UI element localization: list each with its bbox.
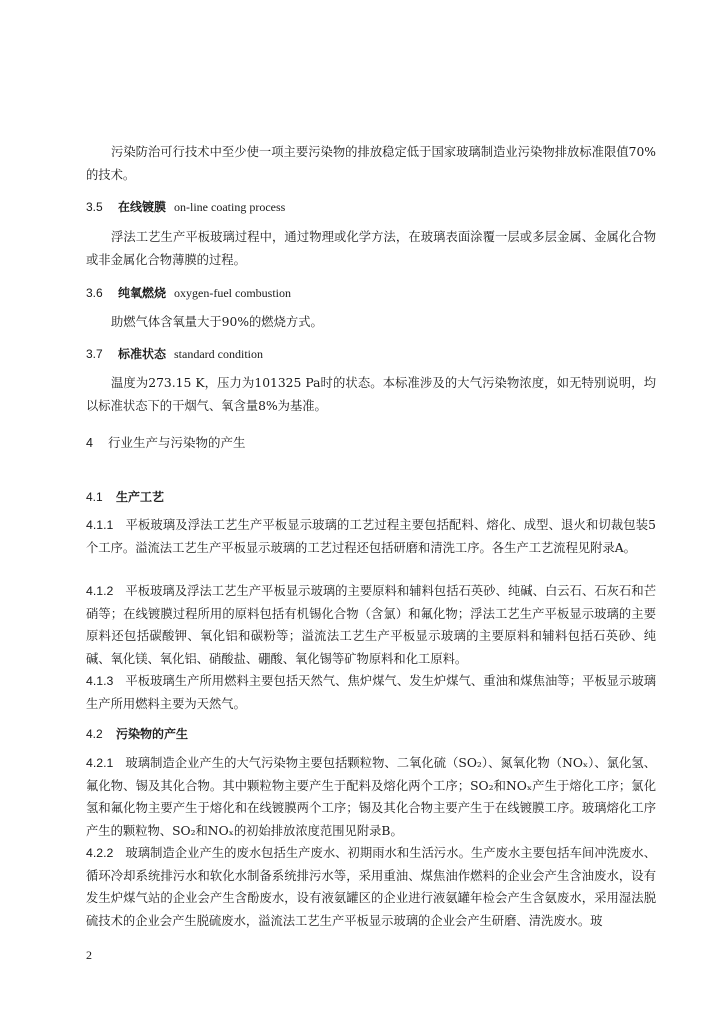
paragraph-4-2-2 — [86, 842, 656, 932]
section-3-7-heading — [86, 345, 263, 362]
section-number: 4.2 — [86, 727, 103, 741]
clause-number: 4.1.3 — [86, 674, 114, 688]
clause-number: 4.2.1 — [86, 756, 114, 770]
clause-number: 4.1.2 — [86, 584, 114, 598]
paragraph-3-7: 温度为273.15 K，压力为101325 Pa时的状态。本标准涉及的大气污染物浓度，如无特别说明，均以标准状态下的干烟气、氧含量8%为基准。 — [86, 376, 656, 413]
section-title-zh: 纯氧燃烧 — [118, 286, 167, 300]
section-title-zh: 标准状态 — [118, 347, 167, 361]
section-3-5-heading — [86, 198, 285, 215]
chapter-number: 4 — [86, 436, 93, 450]
section-number: 4.1 — [86, 490, 103, 504]
section-number: 3.7 — [86, 347, 103, 361]
clause-text: 平板玻璃及浮法工艺生产平板显示玻璃的工艺过程主要包括配料、熔化、成型、退火和切裁包装5个工序。溢流法工艺生产平板显示玻璃的工艺过程还包括研磨和清洗工序。各生产工艺流程见附录A。 — [86, 518, 656, 555]
section-3-6-heading — [86, 284, 291, 301]
clause-text: 玻璃制造企业产生的废水包括生产废水、初期雨水和生活污水。生产废水主要包括车间冲洗废水、循环冷却系统排污水和软化水制备系统排污水等，采用重油、煤焦油作燃料的企业会产生含油废水，设有发生炉煤气站的企业会产生含酚废水，设有液氨罐区的企业进行液氨罐年检会产生含氨废水，采用湿法脱硫技术的企业会产生脱硫废水，溢流法工艺生产平板显示玻璃的企业会产生研磨、清洗废水。玻 — [86, 846, 656, 928]
clause-text: 平板玻璃生产所用燃料主要包括天然气、焦炉煤气、发生炉煤气、重油和煤焦油等；平板显示玻璃生产所用燃料主要为天然气。 — [86, 674, 656, 711]
clause-text: 平板玻璃及浮法工艺生产平板显示玻璃的主要原料和辅料包括石英砂、纯碱、白云石、石灰石和芒硝等；在线镀膜过程所用的原料包括有机锡化合物（含氯）和氟化物；浮法工艺生产平板显示玻璃的主要原料还包括碳酸钾、氧化铝和碳粉等；溢流法工艺生产平板显示玻璃的主要原料和辅料包括石英砂、纯碱、氧化镁、氧化铝、硝酸盐、硼酸、氧化锡等矿物原料和化工原料。 — [86, 584, 656, 666]
clause-number: 4.1.1 — [86, 518, 114, 532]
section-title-zh: 在线镀膜 — [118, 200, 167, 214]
paragraph-4-2-1 — [86, 752, 656, 842]
section-title-en: oxygen-fuel combustion — [174, 286, 291, 300]
paragraph-3-5: 浮法工艺生产平板玻璃过程中，通过物理或化学方法，在玻璃表面涂覆一层或多层金属、金属化合物或非金属化合物薄膜的过程。 — [86, 230, 656, 267]
paragraph-4-1-1 — [86, 514, 656, 559]
section-number: 3.5 — [86, 200, 103, 214]
paragraph-3-6: 助燃气体含氧量大于90%的燃烧方式。 — [111, 315, 323, 329]
section-title-en: on-line coating process — [174, 200, 286, 214]
section-4-1-heading — [86, 488, 164, 505]
paragraph-continuation: 污染防治可行技术中至少使一项主要污染物的排放稳定低于国家玻璃制造业污染物排放标准限值70%的技术。 — [86, 145, 656, 182]
section-title: 生产工艺 — [116, 490, 165, 504]
section-number: 3.6 — [86, 286, 103, 300]
section-4-2-heading — [86, 725, 188, 742]
section-title: 污染物的产生 — [116, 727, 189, 741]
paragraph-4-1-3 — [86, 670, 656, 715]
clause-text: 玻璃制造企业产生的大气污染物主要包括颗粒物、二氧化硫（SO₂）、氮氧化物（NOₓ）、氯化氢、氟化物、锡及其化合物。其中颗粒物主要产生于配料及熔化两个工序；SO₂和NOₓ产生于熔化工序；氯化氢和氟化物主要产生于熔化和在线镀膜两个工序；锡及其化合物主要产生于在线镀膜工序。玻璃熔化工序产生的颗粒物、SO₂和NOₓ的初始排放浓度范围见附录B。 — [86, 756, 656, 838]
section-title-en: standard condition — [174, 347, 263, 361]
page-number: 2 — [86, 948, 92, 962]
chapter-title: 行业生产与污染物的产生 — [108, 435, 246, 450]
clause-number: 4.2.2 — [86, 846, 114, 860]
paragraph-4-1-2 — [86, 580, 656, 670]
chapter-4-heading — [86, 433, 246, 451]
